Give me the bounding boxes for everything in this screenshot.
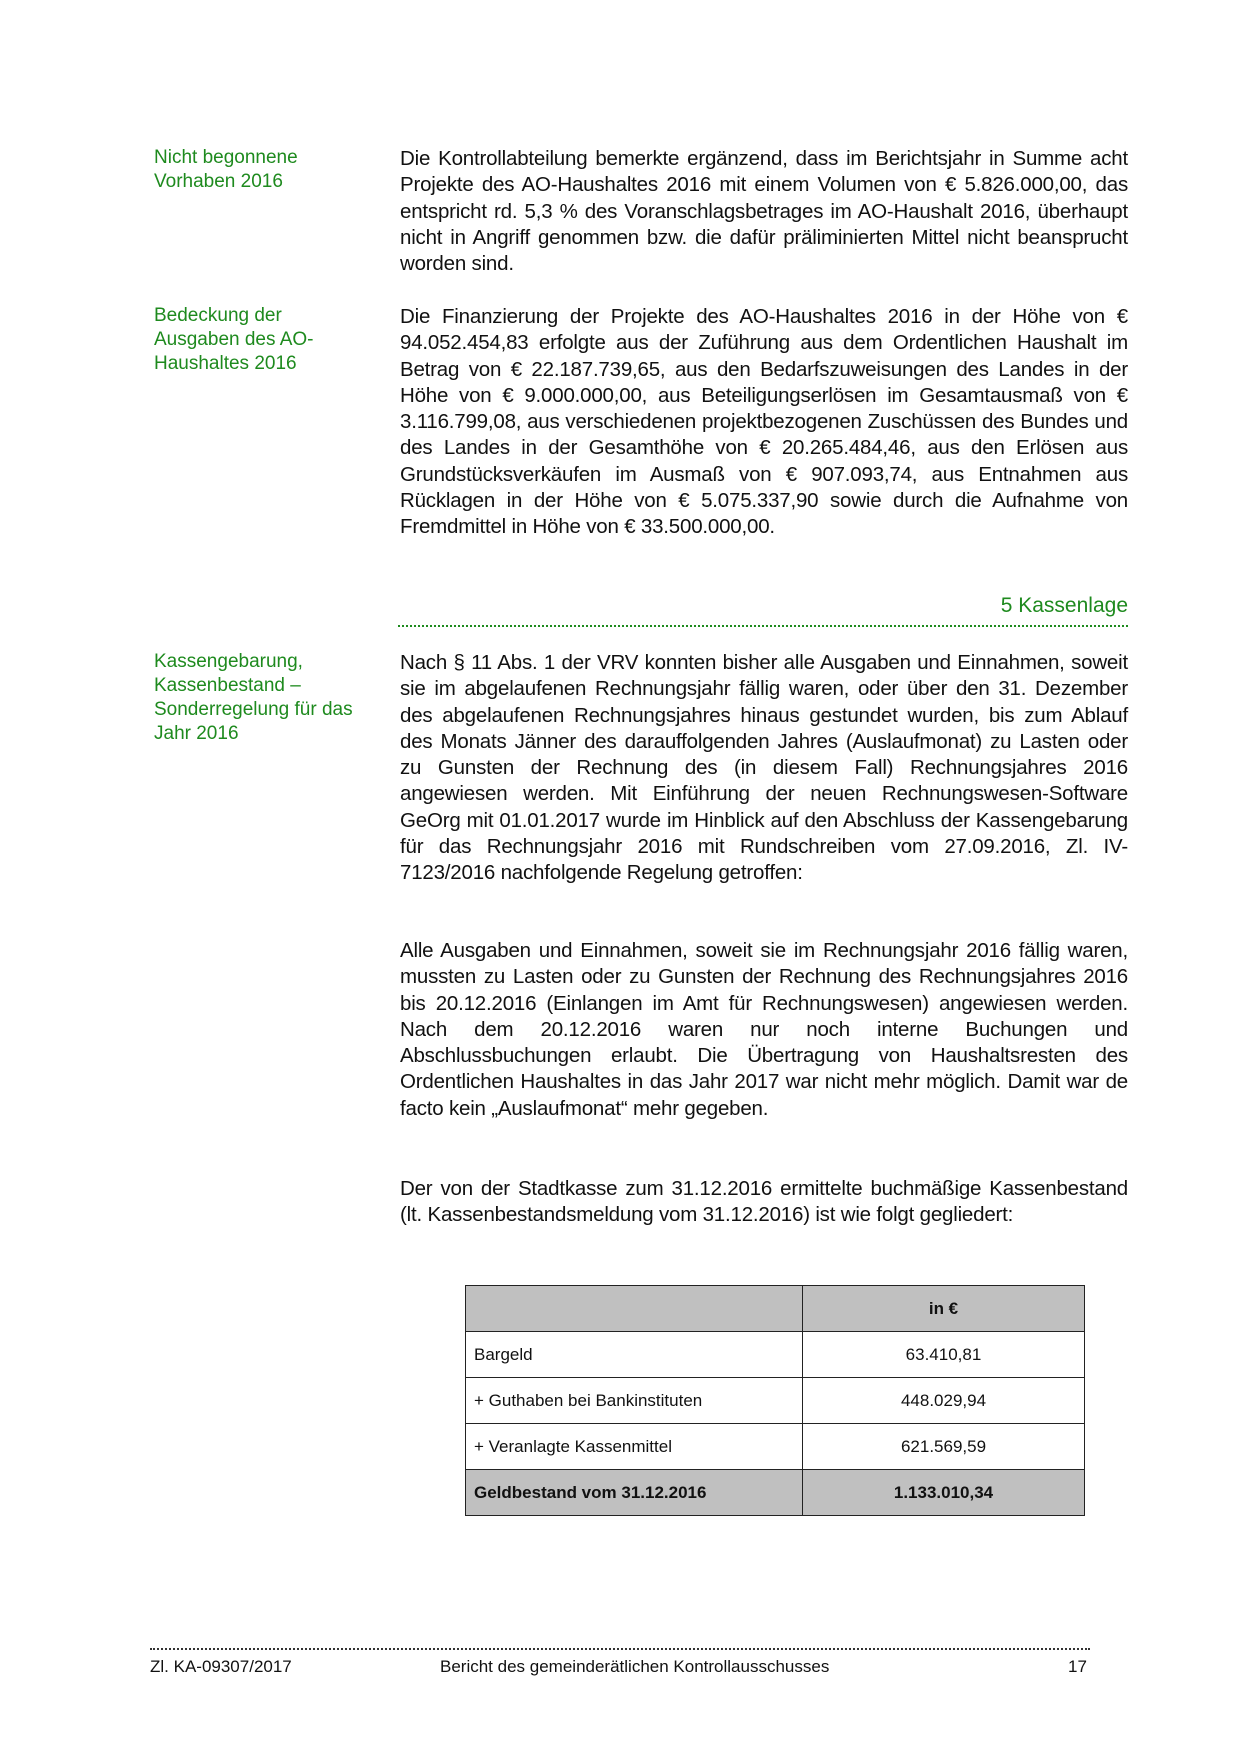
- row-value: 448.029,94: [803, 1378, 1085, 1424]
- section-divider: [398, 625, 1128, 627]
- table-row: [466, 1378, 1085, 1424]
- total-label: Geldbestand vom 31.12.2016: [466, 1470, 803, 1516]
- margin-note-kassengebarung: Kassengebarung, Kassenbestand – Sonderregelung für das Jahr 2016: [154, 651, 353, 744]
- row-value: 621.569,59: [803, 1424, 1085, 1470]
- row-label: Bargeld: [466, 1332, 803, 1378]
- row-label: + Veranlagte Kassenmittel: [466, 1424, 803, 1470]
- margin-note-bedeckung-ausgaben: Bedeckung der Ausgaben des AO-Haushaltes 2016: [154, 305, 314, 374]
- table-total-row: [466, 1470, 1085, 1516]
- section-heading-kassenlage: 5 Kassenlage: [1000, 594, 1128, 617]
- footer-divider: [150, 1648, 1090, 1650]
- row-value: 63.410,81: [803, 1332, 1085, 1378]
- footer-reference: Zl. KA-09307/2017: [150, 1657, 292, 1676]
- table-row: [466, 1332, 1085, 1378]
- paragraph-sonderregelung: Alle Ausgaben und Einnahmen, soweit sie im Rechnungsjahr 2016 fällig waren, mussten zu Lasten oder zu Gunsten der Rechnung des Rechnungsjahres 2016 bis 20.12.2016 (Einlangen im Amt für Rechnungswesen) angewiesen werden. Nach dem 20.12.2016 waren nur noch interne Buchungen und Abschlussbuchungen erlaubt. Die Übertragung von Haushaltsresten des Ordentlichen Haushaltes in das Jahr 2017 war nicht mehr möglich. Damit war de facto kein „Auslaufmonat“ mehr gegeben.: [400, 939, 1128, 1120]
- table-header-row: [466, 1286, 1085, 1332]
- margin-note-nicht-begonnene-vorhaben: Nicht begonnene Vorhaben 2016: [154, 147, 298, 192]
- paragraph-vrv-regelung: Nach § 11 Abs. 1 der VRV konnten bisher alle Ausgaben und Einnahmen, soweit sie im abgelaufenen Rechnungsjahr fällig waren, oder über den 31. Dezember des abgelaufenen Rechnungsjahres hinaus gestundet wurden, bis zum Ablauf des Monats Jänner des darauffolgenden Jahres (Auslaufmonat) zu Lasten oder zu Gunsten der Rechnung des (in diesem Fall) Rechnungsjahres 2016 angewiesen werden. Mit Einführung der neuen Rechnungswesen-Software GeOrg mit 01.01.2017 wurde im Hinblick auf den Abschluss der Kassengebarung für das Rechnungsjahr 2016 mit Rundschreiben vom 27.09.2016, Zl. IV-7123/2016 nachfolgende Regelung getroffen:: [400, 651, 1128, 885]
- paragraph-kassenbestand: Der von der Stadtkasse zum 31.12.2016 ermittelte buchmäßige Kassenbestand (lt. Kassenbestandsmeldung vom 31.12.2016) ist wie folgt gegliedert:: [400, 1177, 1128, 1227]
- table-row: [466, 1424, 1085, 1470]
- row-label: + Guthaben bei Bankinstituten: [466, 1378, 803, 1424]
- footer-title: Bericht des gemeinderätlichen Kontrollausschusses: [440, 1657, 830, 1676]
- paragraph-finanzierung: Die Finanzierung der Projekte des AO-Haushaltes 2016 in der Höhe von € 94.052.454,83 erfolgte aus der Zuführung aus dem Ordentlichen Haushalt im Betrag von € 22.187.739,65, aus den Bedarfszuweisungen des Landes in der Höhe von € 9.000.000,00, aus Beteiligungserlösen im Gesamtausmaß von € 3.116.799,08, aus verschiedenen projektbezogenen Zuschüssen des Bundes und des Landes in der Gesamthöhe von € 20.265.484,46, aus den Erlösen aus Grundstücksverkäufen im Ausmaß von € 907.093,74, aus Entnahmen aus Rücklagen in der Höhe von € 5.075.337,90 sowie durch die Aufnahme von Fremdmittel in Höhe von € 33.500.000,00.: [400, 305, 1128, 539]
- total-value: 1.133.010,34: [803, 1470, 1085, 1516]
- page-number: 17: [1068, 1657, 1087, 1676]
- table-header-currency: in €: [803, 1286, 1085, 1332]
- paragraph-nicht-begonnene-vorhaben: Die Kontrollabteilung bemerkte ergänzend, dass im Berichtsjahr in Summe acht Projekte des AO-Haushaltes 2016 mit einem Volumen von € 5.826.000,00, das entspricht rd. 5,3 % des Voranschlagsbetrages im AO-Haushalt 2016, überhaupt nicht in Angriff genommen bzw. die dafür präliminierten Mittel nicht beansprucht worden sind.: [400, 147, 1128, 276]
- cash-balance-table: [465, 1285, 1085, 1516]
- table-header-label: [466, 1286, 803, 1332]
